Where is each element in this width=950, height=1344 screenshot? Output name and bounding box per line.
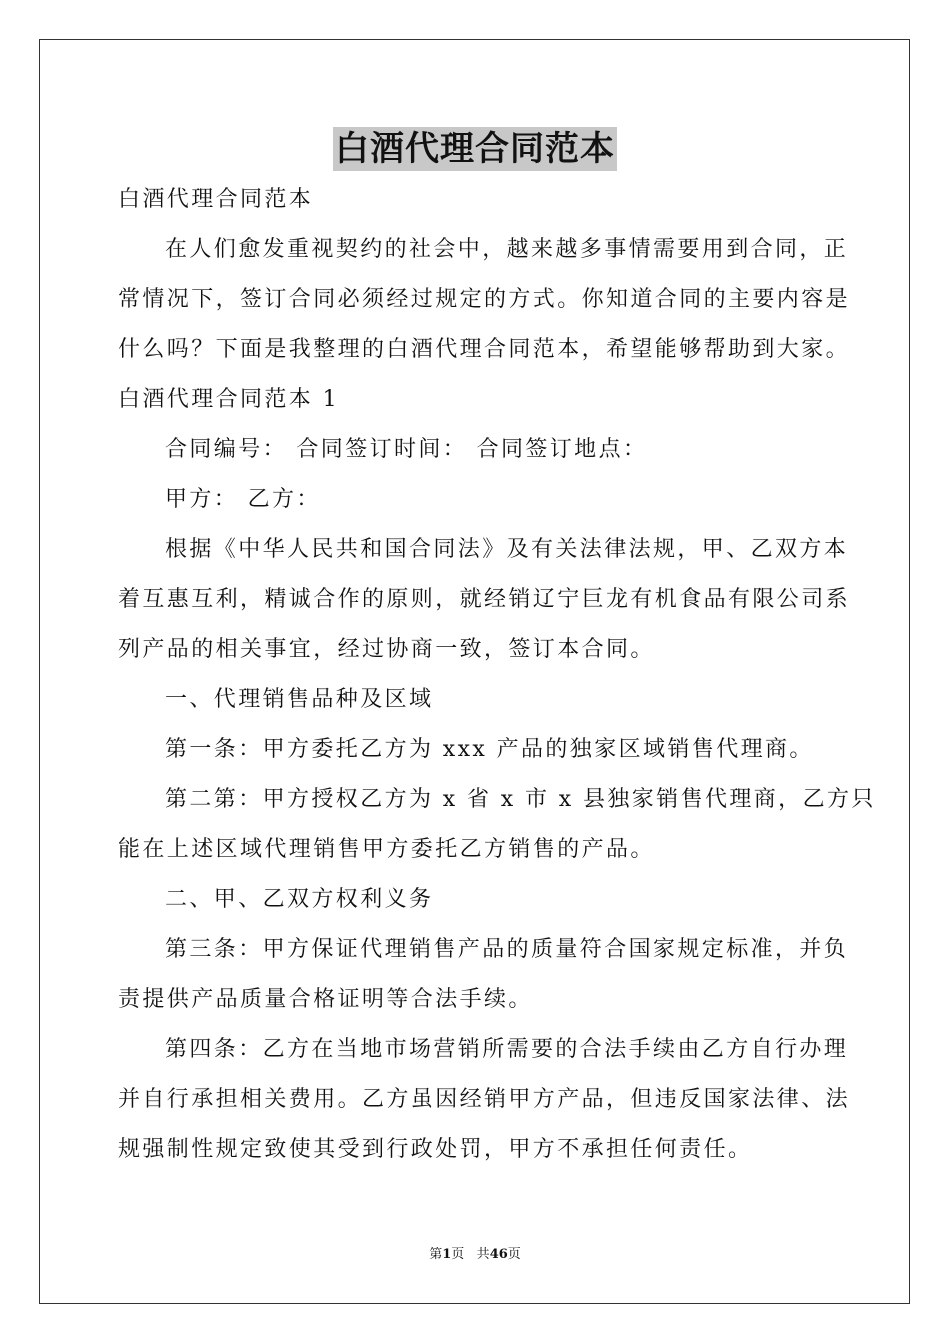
body-line: 列产品的相关事宜，经过协商一致，签订本合同。 — [118, 637, 655, 662]
body-line: 能在上述区域代理销售甲方委托乙方销售的产品。 — [118, 837, 655, 862]
total-page-count: 46 — [489, 1247, 508, 1262]
body-line: 责提供产品质量合格证明等合法手续。 — [118, 987, 533, 1012]
current-page-number: 1 — [442, 1247, 452, 1262]
body-line: 甲方： 乙方： — [165, 487, 321, 512]
body-line: 第四条：乙方在当地市场营销所需要的合法手续由乙方自行办理 — [165, 1037, 849, 1062]
body-line: 一、代理销售品种及区域 — [165, 687, 434, 712]
footer-total-suffix: 页 — [507, 1247, 521, 1262]
page-footer — [0, 1246, 950, 1264]
footer-page-suffix: 页 — [451, 1247, 465, 1262]
body-line: 二、甲、乙双方权利义务 — [165, 887, 434, 912]
title-area — [0, 127, 950, 171]
body-line: 第三条：甲方保证代理销售产品的质量符合国家规定标准，并负 — [165, 937, 849, 962]
body-line: 第二第：甲方授权乙方为 x 省 x 市 x 县独家销售代理商，乙方只 — [165, 787, 876, 812]
footer-total-prefix: 共 — [476, 1247, 490, 1262]
body-line: 着互惠互利，精诚合作的原则，就经销辽宁巨龙有机食品有限公司系 — [118, 587, 851, 612]
body-line: 合同编号： 合同签订时间： 合同签订地点： — [165, 437, 648, 462]
body-line: 第一条：甲方委托乙方为 xxx 产品的独家区域销售代理商。 — [165, 737, 814, 762]
body-line: 规强制性规定致使其受到行政处罚，甲方不承担任何责任。 — [118, 1137, 753, 1162]
body-line: 在人们愈发重视契约的社会中，越来越多事情需要用到合同，正 — [165, 237, 849, 262]
body-line: 什么吗？下面是我整理的白酒代理合同范本，希望能够帮助到大家。 — [118, 337, 851, 362]
body-line: 常情况下，签订合同必须经过规定的方式。你知道合同的主要内容是 — [118, 287, 851, 312]
body-line: 白酒代理合同范本 1 — [118, 387, 339, 412]
document-body — [118, 175, 876, 1175]
body-line: 根据《中华人民共和国合同法》及有关法律法规，甲、乙双方本 — [165, 537, 849, 562]
body-line: 白酒代理合同范本 — [118, 187, 314, 212]
body-line: 并自行承担相关费用。乙方虽因经销甲方产品，但违反国家法律、法 — [118, 1087, 851, 1112]
document-title: 白酒代理合同范本 — [335, 129, 615, 169]
footer-prefix: 第 — [429, 1247, 443, 1262]
